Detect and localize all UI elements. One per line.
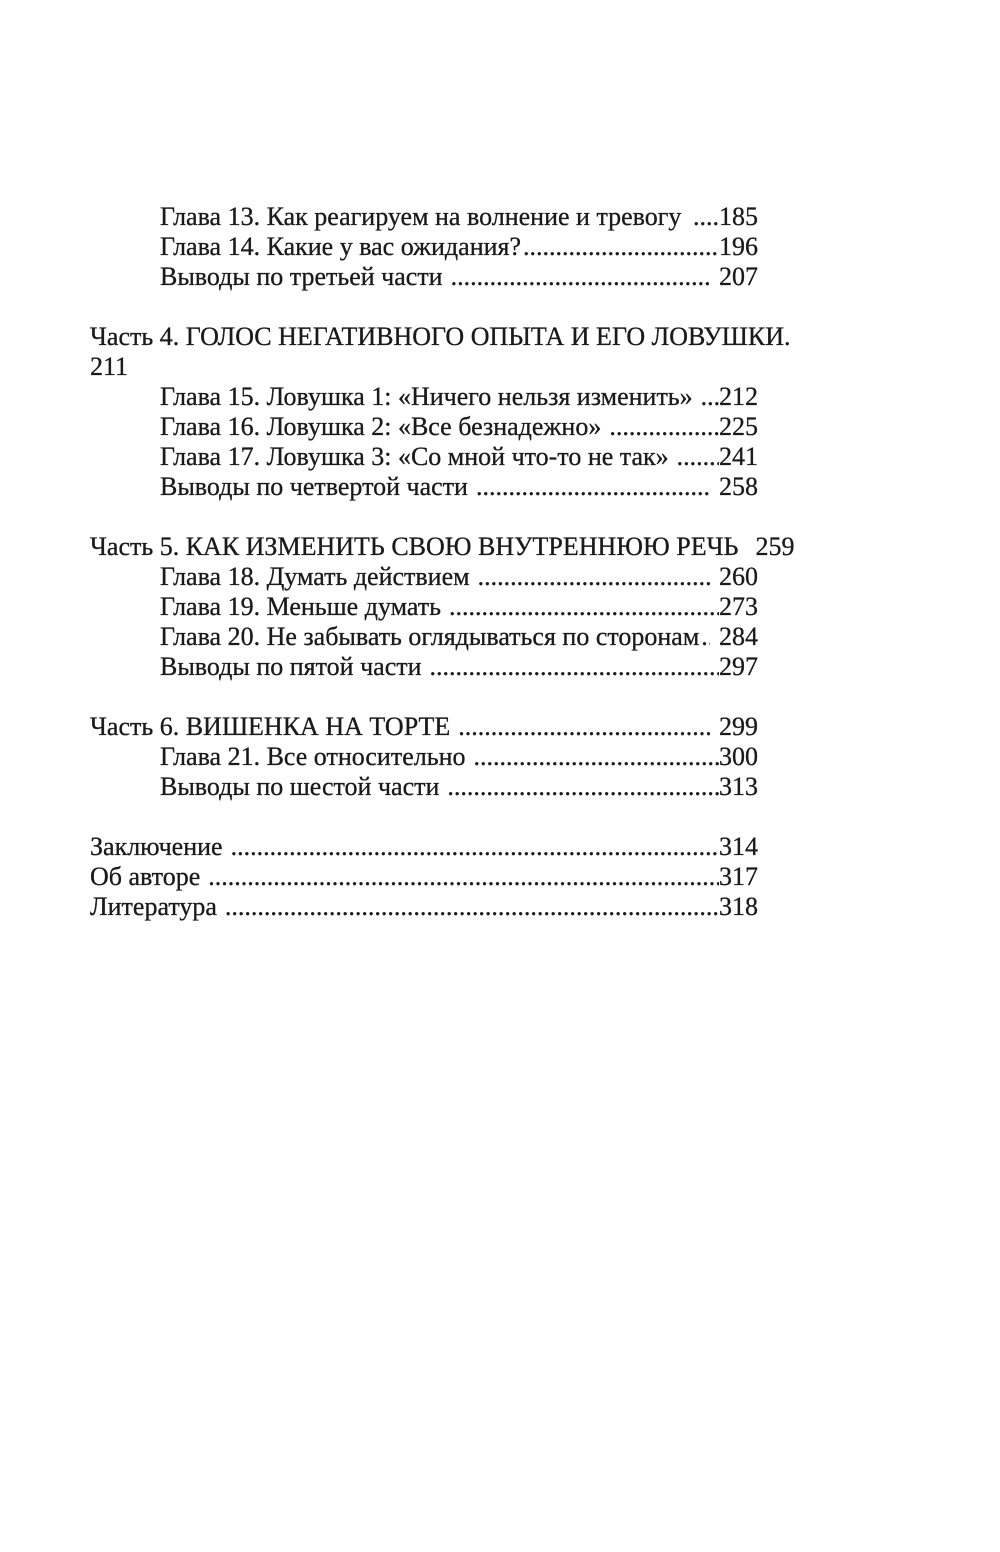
toc-row <box>90 712 758 742</box>
toc-row <box>90 592 758 622</box>
dot-leader <box>738 532 746 562</box>
page-number: 225 <box>719 412 758 441</box>
dot-leader <box>439 772 719 802</box>
page-number: 273 <box>719 592 758 621</box>
toc-entry-label: Глава 17. Ловушка 3: «Со мной что-то не так» <box>160 442 669 471</box>
toc-entry-label: Выводы по третьей части <box>160 262 443 291</box>
toc-entry-label: Глава 13. Как реагируем на волнение и тревогу <box>160 202 682 231</box>
page-number: 314 <box>719 832 758 861</box>
toc-row <box>90 892 758 922</box>
dot-leader <box>601 412 719 442</box>
dot-leader <box>422 652 719 682</box>
toc-row <box>90 352 758 382</box>
toc-row <box>90 412 758 442</box>
page-number: 318 <box>719 892 758 921</box>
toc-entry-label: Заключение <box>90 832 223 861</box>
page-number: 211 <box>90 352 129 381</box>
dot-leader <box>669 442 719 472</box>
toc-row <box>90 742 758 772</box>
page-number: 241 <box>719 442 758 471</box>
toc-entry-label: Часть 4. ГОЛОС НЕГАТИВНОГО ОПЫТА И ЕГО ЛОВУШКИ <box>90 322 785 351</box>
toc-entry-label: Глава 14. Какие у вас ожидания? <box>160 232 522 261</box>
dot-leader <box>521 232 719 262</box>
toc-entry-label: Литература <box>90 892 217 921</box>
toc-row <box>90 562 758 592</box>
toc-entry-label: Часть 5. КАК ИЗМЕНИТЬ СВОЮ ВНУТРЕННЮЮ РЕЧЬ <box>90 532 739 561</box>
toc-row <box>90 382 758 412</box>
dot-leader <box>217 892 719 922</box>
dot-leader <box>470 562 710 592</box>
toc-entry-label: Выводы по пятой части <box>160 652 422 681</box>
page-number: 196 <box>719 232 758 261</box>
toc-row <box>90 532 795 562</box>
toc-entry-label: Об авторе <box>90 862 201 891</box>
page-number: 297 <box>719 652 758 681</box>
page-number: 207 <box>719 262 758 291</box>
page-number: 299 <box>719 712 758 741</box>
toc-entry-label: Выводы по шестой части <box>160 772 440 801</box>
dot-leader: .... <box>693 202 719 231</box>
dot-leader <box>450 712 710 742</box>
toc-entry-label: Глава 20. Не забывать оглядываться по сторонам <box>160 622 700 651</box>
page-number: 284 <box>719 622 758 651</box>
page-number: 317 <box>719 862 758 891</box>
dot-leader <box>699 622 710 652</box>
toc-row <box>90 832 758 862</box>
dot-leader <box>200 862 719 892</box>
page-number: 185 <box>719 202 758 231</box>
toc-entry-label: Глава 18. Думать действием <box>160 562 470 591</box>
dot-leader: . <box>784 322 791 351</box>
toc-row <box>90 772 758 802</box>
toc-row <box>90 322 791 352</box>
page-number: 259 <box>755 532 795 561</box>
dot-leader <box>468 472 710 502</box>
page-number: 300 <box>719 742 758 771</box>
dot-leader <box>693 382 719 412</box>
dot-leader <box>466 742 720 772</box>
toc-row <box>90 622 758 652</box>
toc-entry-label: Выводы по четвертой части <box>160 472 468 501</box>
toc-row <box>90 262 758 292</box>
toc-row <box>90 232 758 262</box>
toc-entry-label: Часть 6. ВИШЕНКА НА ТОРТЕ <box>90 712 451 741</box>
toc-row <box>90 442 758 472</box>
toc-row <box>90 652 758 682</box>
toc-entry-label: Глава 19. Меньше думать <box>160 592 441 621</box>
dot-leader <box>443 262 710 292</box>
dot-leader <box>223 832 719 862</box>
toc-entry-label: Глава 21. Все относительно <box>160 742 466 771</box>
page-number: 258 <box>719 472 758 501</box>
toc-entry-label: Глава 16. Ловушка 2: «Все безнадежно» <box>160 412 602 441</box>
toc-row <box>90 202 758 232</box>
page-number: 260 <box>719 562 758 591</box>
page-number: 313 <box>719 772 758 801</box>
toc-entry-label: Глава 15. Ловушка 1: «Ничего нельзя изменить» <box>160 382 693 411</box>
page-number: 212 <box>719 382 758 411</box>
dot-leader <box>441 592 719 622</box>
toc-row <box>90 472 758 502</box>
toc-row <box>90 862 758 892</box>
